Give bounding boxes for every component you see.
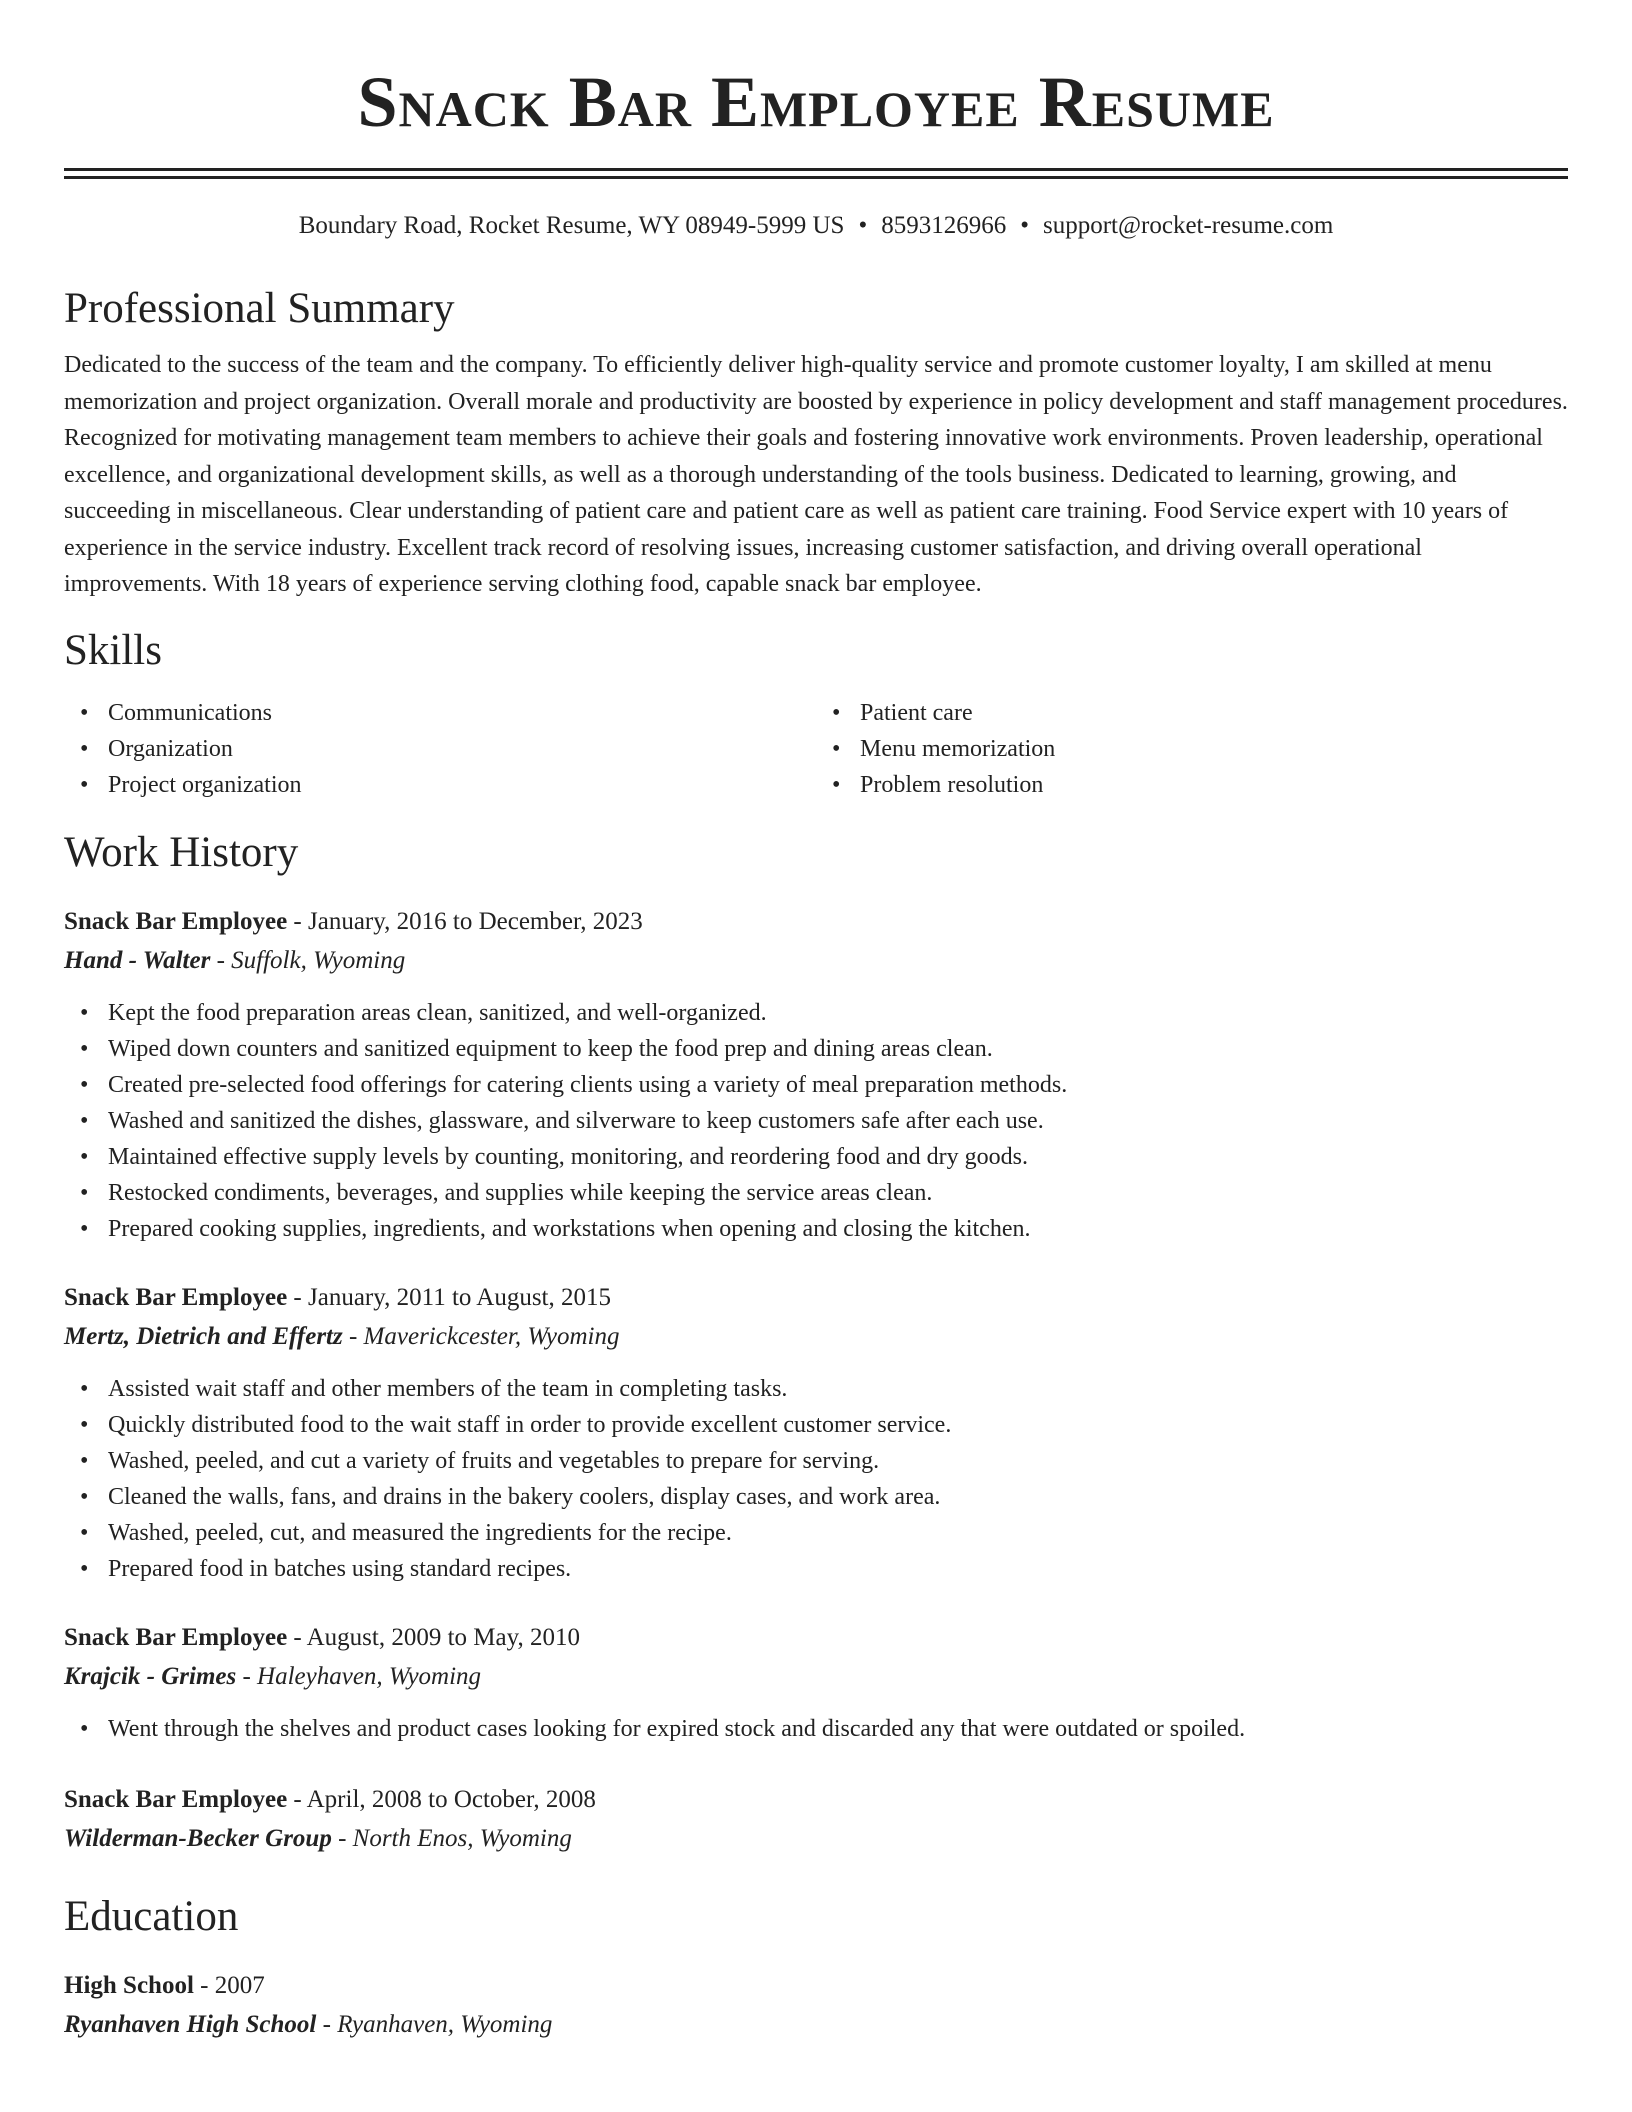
job-title: Snack Bar Employee bbox=[64, 1283, 288, 1311]
job-header bbox=[64, 1619, 1568, 1657]
summary-section bbox=[64, 283, 1568, 603]
job-employer bbox=[64, 1657, 1568, 1697]
skill-item: • Communications bbox=[64, 695, 816, 731]
education-heading: Education bbox=[64, 1892, 239, 1940]
job-location: - Suffolk, Wyoming bbox=[210, 946, 406, 974]
education-location: - Ryanhaven, Wyoming bbox=[316, 2010, 553, 2038]
job-duty-item: • Assisted wait staff and other members of the team in completing tasks. bbox=[64, 1371, 1568, 1407]
job-duty-item: • Washed and sanitized the dishes, glassware, and silverware to keep customers safe after each use. bbox=[64, 1103, 1568, 1139]
education-entry bbox=[64, 1967, 1568, 2045]
job-title: Snack Bar Employee bbox=[64, 907, 288, 935]
skills-list-left bbox=[64, 695, 816, 803]
job-duty-item: • Created pre-selected food offerings for catering clients using a variety of meal preparation methods. bbox=[64, 1067, 1568, 1103]
job-duty-item: • Washed, peeled, and cut a variety of fruits and vegetables to prepare for serving. bbox=[64, 1443, 1568, 1479]
job-duty-item: • Prepared cooking supplies, ingredients, and workstations when opening and closing the kitchen. bbox=[64, 1211, 1568, 1247]
job-employer bbox=[64, 941, 1568, 981]
job-entry bbox=[64, 903, 1568, 1247]
job-duty-item: • Restocked condiments, beverages, and supplies while keeping the service areas clean. bbox=[64, 1175, 1568, 1211]
skill-item: • Problem resolution bbox=[816, 767, 1568, 803]
contact-separator: • bbox=[1020, 212, 1029, 239]
skills-section bbox=[64, 625, 1568, 803]
education-year: - 2007 bbox=[193, 1971, 265, 1999]
job-title: Snack Bar Employee bbox=[64, 1785, 288, 1813]
skills-heading: Skills bbox=[64, 626, 162, 674]
job-duty-item: • Went through the shelves and product cases looking for expired stock and discarded any that were outdated or spoiled. bbox=[64, 1711, 1568, 1747]
skill-item: • Patient care bbox=[816, 695, 1568, 731]
job-header bbox=[64, 903, 1568, 941]
job-dates: - January, 2016 to December, 2023 bbox=[287, 907, 643, 935]
skills-list-right bbox=[816, 695, 1568, 803]
job-duty-item: • Wiped down counters and sanitized equipment to keep the food prep and dining areas clean. bbox=[64, 1031, 1568, 1067]
job-employer bbox=[64, 1819, 1568, 1859]
job-duty-item: • Washed, peeled, cut, and measured the ingredients for the recipe. bbox=[64, 1515, 1568, 1551]
job-company: Hand - Walter bbox=[64, 946, 211, 974]
contact-line bbox=[64, 209, 1568, 243]
contact-separator: • bbox=[858, 212, 868, 239]
job-location: - Maverickcester, Wyoming bbox=[342, 1322, 620, 1350]
education-header bbox=[64, 1967, 1568, 2005]
summary-heading: Professional Summary bbox=[64, 285, 455, 332]
job-duties bbox=[64, 1371, 1568, 1587]
skills-columns bbox=[64, 695, 1568, 803]
resume-title: Snack Bar Employee Resume bbox=[357, 62, 1275, 142]
job-location: - North Enos, Wyoming bbox=[331, 1824, 572, 1852]
work-history-heading: Work History bbox=[64, 828, 299, 876]
education-school: Ryanhaven High School bbox=[64, 2010, 317, 2038]
job-duties bbox=[64, 1711, 1568, 1747]
contact-email: support@rocket-resume.com bbox=[1043, 212, 1334, 239]
job-company: Wilderman-Becker Group bbox=[64, 1824, 332, 1852]
work-history-section bbox=[64, 827, 1568, 1859]
job-dates: - January, 2011 to August, 2015 bbox=[287, 1283, 611, 1311]
skill-item: • Menu memorization bbox=[816, 731, 1568, 767]
job-header bbox=[64, 1781, 1568, 1819]
contact-address: Boundary Road, Rocket Resume, WY 08949-5999 US bbox=[298, 212, 845, 239]
job-company: Krajcik - Grimes bbox=[64, 1662, 237, 1690]
education-degree: High School bbox=[64, 1971, 194, 1999]
job-duty-item: • Quickly distributed food to the wait staff in order to provide excellent customer service. bbox=[64, 1407, 1568, 1443]
job-entry bbox=[64, 1781, 1568, 1859]
job-duty-item: • Maintained effective supply levels by counting, monitoring, and reordering food and dry goods. bbox=[64, 1139, 1568, 1175]
job-duty-item: • Prepared food in batches using standard recipes. bbox=[64, 1551, 1568, 1587]
job-entry bbox=[64, 1279, 1568, 1587]
skill-item: • Project organization bbox=[64, 767, 816, 803]
summary-text: Dedicated to the success of the team and the company. To efficiently deliver high-quality service and promote customer loyalty, I am skilled at menu memorization and project organization. Overall morale and productivity are boosted by experience in policy development and staff management procedures. Recognized for motivating management team members to achieve their goals and fostering innovative work environments. Proven leadership, operational excellence, and organizational development skills, as well as a thorough understanding of the tools business. Dedicated to learning, growing, and succeeding in miscellaneous. Clear understanding of patient care and patient care as well as patient care training. Food Service expert with 10 years of experience in the service industry. Excellent track record of resolving issues, increasing customer satisfaction, and driving overall operational improvements. With 18 years of experience serving clothing food, capable snack bar employee. bbox=[64, 352, 1568, 597]
job-dates: - August, 2009 to May, 2010 bbox=[287, 1623, 580, 1651]
job-company: Mertz, Dietrich and Effertz bbox=[64, 1322, 343, 1350]
education-school-line bbox=[64, 2005, 1568, 2045]
job-dates: - April, 2008 to October, 2008 bbox=[287, 1785, 596, 1813]
title-divider bbox=[64, 168, 1568, 179]
job-entry bbox=[64, 1619, 1568, 1747]
job-duty-item: • Kept the food preparation areas clean, sanitized, and well-organized. bbox=[64, 995, 1568, 1031]
job-location: - Haleyhaven, Wyoming bbox=[236, 1662, 482, 1690]
job-duty-item: • Cleaned the walls, fans, and drains in the bakery coolers, display cases, and work area. bbox=[64, 1479, 1568, 1515]
job-duties bbox=[64, 995, 1568, 1247]
job-employer bbox=[64, 1317, 1568, 1357]
skill-item: • Organization bbox=[64, 731, 816, 767]
job-header bbox=[64, 1279, 1568, 1317]
contact-phone: 8593126966 bbox=[881, 212, 1007, 239]
education-section bbox=[64, 1891, 1568, 2045]
job-title: Snack Bar Employee bbox=[64, 1623, 288, 1651]
